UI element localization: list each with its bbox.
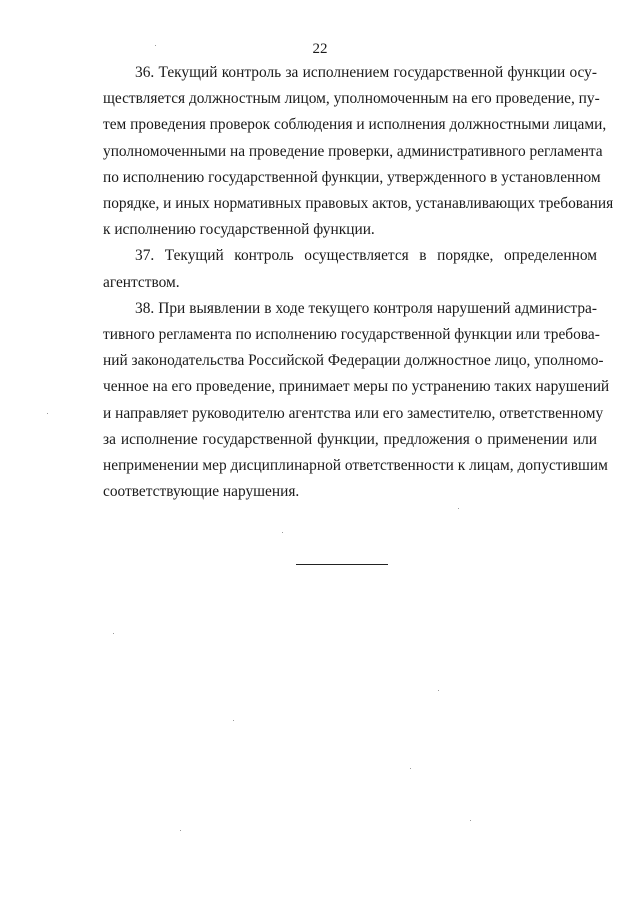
paragraph-line: 38. При выявлении в ходе текущего контроля нарушений администра- — [135, 299, 597, 317]
scan-speck — [282, 532, 283, 533]
paragraph-line: за исполнение государственной функции, предложения о применении или — [103, 430, 597, 448]
paragraph-line: и направляет руководителю агентства или его заместителю, ответственному — [103, 404, 604, 422]
scan-speck — [113, 633, 114, 634]
paragraph-36 — [103, 60, 614, 243]
scan-speck — [180, 830, 181, 831]
scan-speck — [233, 720, 234, 721]
document-body — [103, 60, 614, 505]
paragraph-line: агентством. — [103, 273, 180, 291]
paragraph-line: тивного регламента по исполнению государственной функции или требова- — [103, 326, 600, 344]
scan-speck — [470, 820, 471, 821]
paragraph-line: ченное на его проведение, принимает меры по устранению таких нарушений — [103, 378, 610, 396]
paragraph-line: тем проведения проверок соблюдения и исполнения должностными лицами, — [103, 116, 607, 134]
scan-speck — [155, 45, 156, 46]
paragraph-line: неприменении мер дисциплинарной ответственности к лицам, допустившим — [103, 457, 608, 475]
paragraph-37 — [103, 243, 597, 295]
paragraph-line: ний законодательства Российской Федерации должностное лицо, уполномо- — [103, 352, 604, 370]
paragraph-line: соответствующие нарушения. — [103, 483, 300, 501]
paragraph-line: 36. Текущий контроль за исполнением государственной функции осу- — [135, 64, 597, 81]
paragraph-line: 37. Текущий контроль осуществляется в порядке, определенном — [135, 247, 597, 265]
paragraph-line: по исполнению государственной функции, утвержденного в установленном — [103, 168, 601, 186]
paragraph-line: уполномоченными на проведение проверки, административного регламента — [103, 142, 603, 160]
scan-speck — [438, 690, 439, 691]
paragraph-line: к исполнению государственной функции. — [103, 221, 375, 239]
end-of-section-rule — [296, 564, 388, 565]
paragraph-line: порядке, и иных нормативных правовых актов, устанавливающих требования — [103, 195, 614, 213]
scan-speck — [458, 508, 459, 509]
page-number: 22 — [312, 41, 328, 57]
paragraph-line: ществляется должностным лицом, уполномоченным на его проведение, пу- — [103, 90, 600, 108]
scan-speck — [47, 413, 48, 414]
paragraph-38 — [103, 296, 610, 506]
scan-speck — [410, 768, 411, 769]
